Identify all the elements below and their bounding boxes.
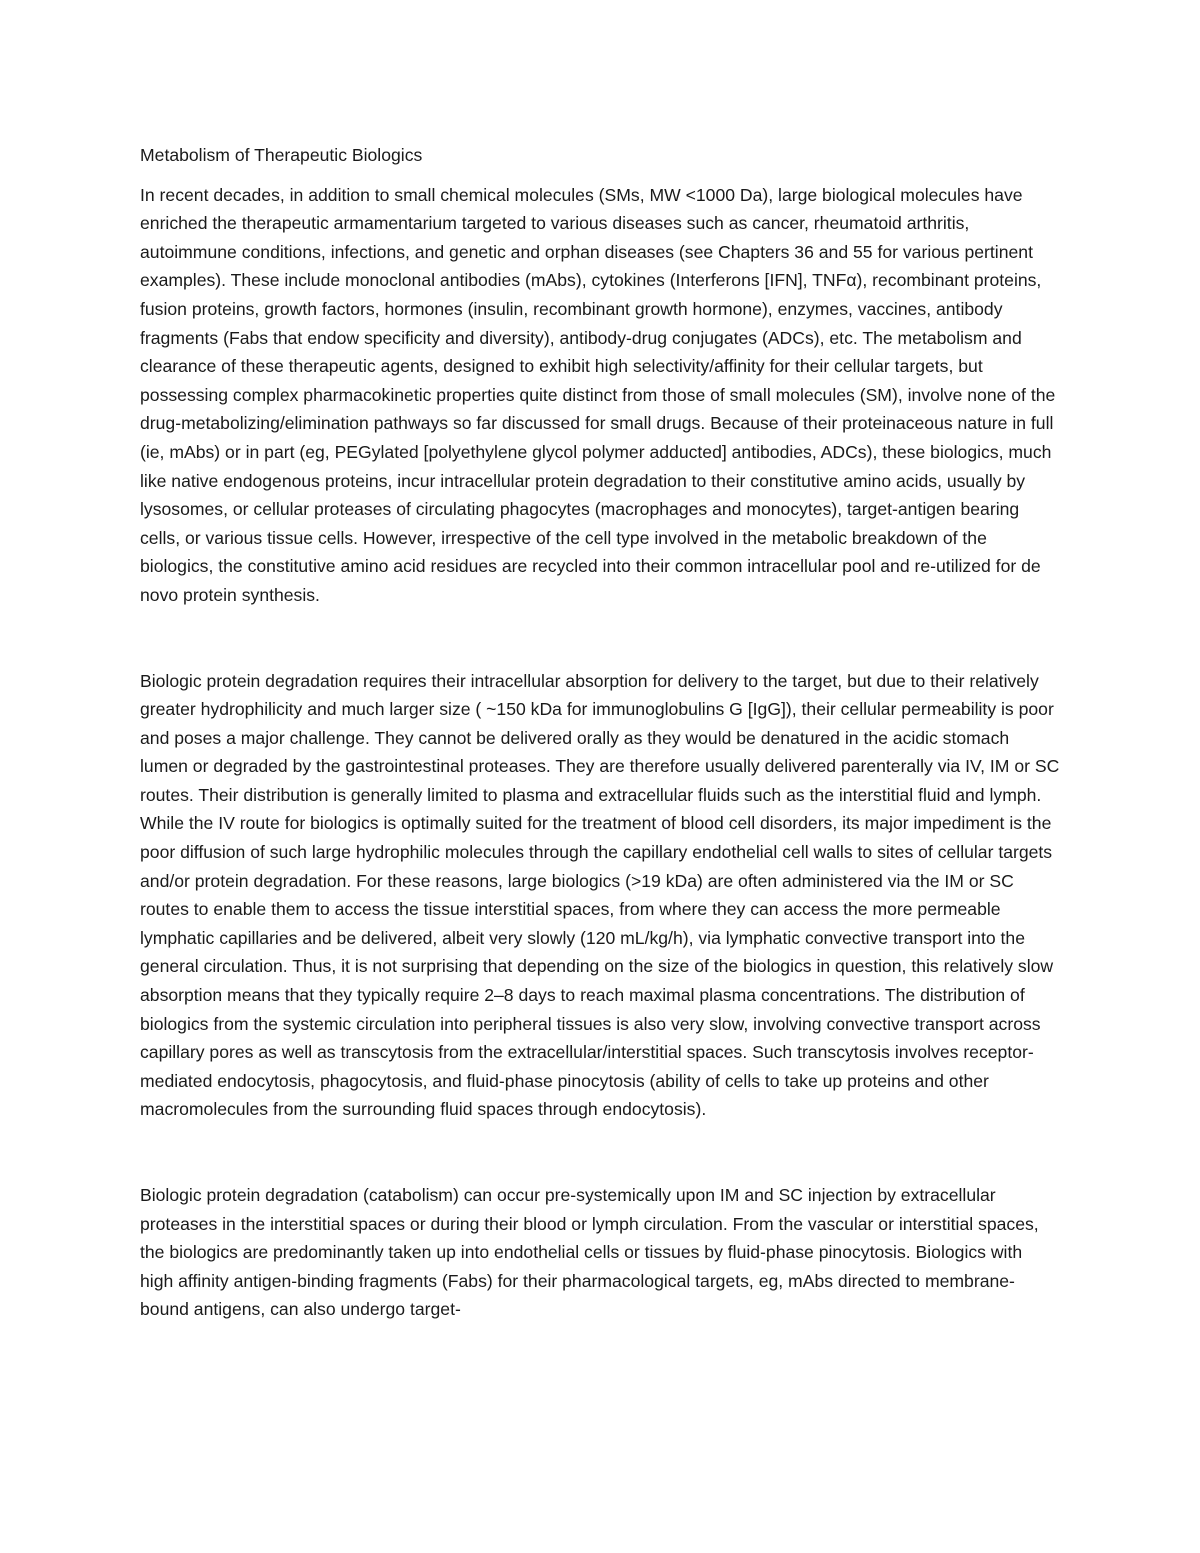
- paragraph-spacer: [140, 610, 1060, 667]
- paragraph-spacer: [140, 1124, 1060, 1181]
- paragraph-1: In recent decades, in addition to small chemical molecules (SMs, MW <1000 Da), large biological molecules have enriched the therapeutic armamentarium targeted to various diseases such as cancer, rheumatoid arthritis, autoimmune conditions, infections, and genetic and orphan diseases (see Chapters 36 and 55 for various pertinent examples). These include monoclonal antibodies (mAbs), cytokines (Interferons [IFN], TNFα), recombinant proteins, fusion proteins, growth factors, hormones (insulin, recombinant growth hormone), enzymes, vaccines, antibody fragments (Fabs that endow specificity and diversity), antibody-drug conjugates (ADCs), etc. The metabolism and clearance of these therapeutic agents, designed to exhibit high selectivity/affinity for their cellular targets, but possessing complex pharmacokinetic properties quite distinct from those of small molecules (SM), involve none of the drug-metabolizing/elimination pathways so far discussed for small drugs. Because of their proteinaceous nature in full (ie, mAbs) or in part (eg, PEGylated [polyethylene glycol polymer adducted] antibodies, ADCs), these biologics, much like native endogenous proteins, incur intracellular protein degradation to their constitutive amino acids, usually by lysosomes, or cellular proteases of circulating phagocytes (macrophages and monocytes), target-antigen bearing cells, or various tissue cells. However, irrespective of the cell type involved in the metabolic breakdown of the biologics, the constitutive amino acid residues are recycled into their common intracellular pool and re-utilized for de novo protein synthesis.: [140, 184, 1056, 605]
- paragraph-3: Biologic protein degradation (catabolism) can occur pre-systemically upon IM and SC injection by extracellular proteases in the interstitial spaces or during their blood or lymph circulation. From the vascular or interstitial spaces, the biologics are predominantly taken up into endothelial cells or tissues by fluid-phase pinocytosis. Biologics with high affinity antigen-binding fragments (Fabs) for their pharmacological targets, eg, mAbs directed to membrane-bound antigens, can also undergo target-: [140, 1185, 1039, 1320]
- document-body: [140, 141, 1060, 1324]
- document-title: Metabolism of Therapeutic Biologics: [140, 145, 423, 165]
- paragraph-2: Biologic protein degradation requires their intracellular absorption for delivery to the target, but due to their relatively greater hydrophilicity and much larger size ( ~150 kDa for immunoglobulins G [IgG]), their cellular permeability is poor and poses a major challenge. They cannot be delivered orally as they would be denatured in the acidic stomach lumen or degraded by the gastrointestinal proteases. They are therefore usually delivered parenterally via IV, IM or SC routes. Their distribution is generally limited to plasma and extracellular fluids such as the interstitial fluid and lymph. While the IV route for biologics is optimally suited for the treatment of blood cell disorders, its major impediment is the poor diffusion of such large hydrophilic molecules through the capillary endothelial cell walls to sites of cellular targets and/or protein degradation. For these reasons, large biologics (>19 kDa) are often administered via the IM or SC routes to enable them to access the tissue interstitial spaces, from where they can access the more permeable lymphatic capillaries and be delivered, albeit very slowly (120 mL/kg/h), via lymphatic convective transport into the general circulation. Thus, it is not surprising that depending on the size of the biologics in question, this relatively slow absorption means that they typically require 2–8 days to reach maximal plasma concentrations. The distribution of biologics from the systemic circulation into peripheral tissues is also very slow, involving convective transport across capillary pores as well as transcytosis from the extracellular/interstitial spaces. Such transcytosis involves receptor-mediated endocytosis, phagocytosis, and fluid-phase pinocytosis (ability of cells to take up proteins and other macromolecules from the surrounding fluid spaces through endocytosis).: [140, 670, 1060, 1120]
